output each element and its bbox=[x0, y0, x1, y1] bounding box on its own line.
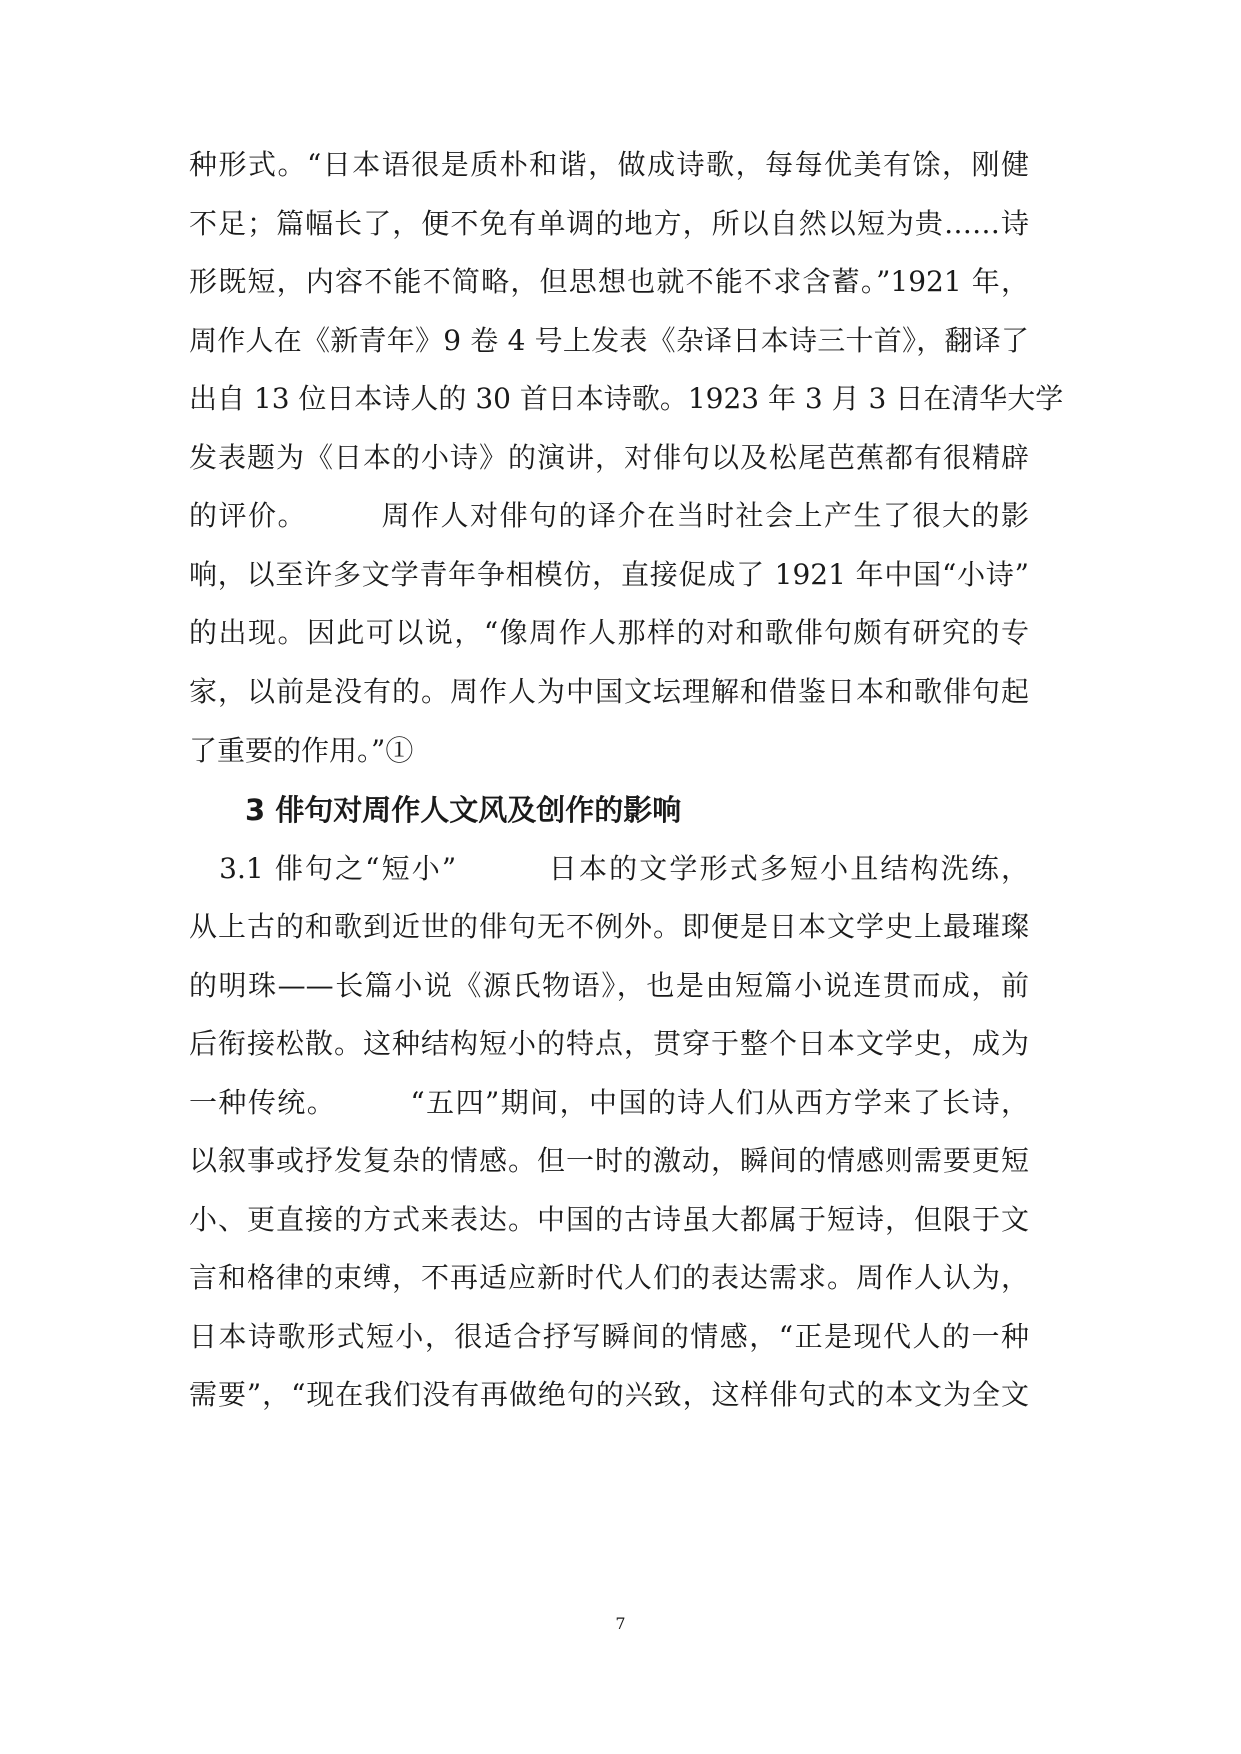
body-line: 种形式。“日本语很是质朴和谐，做成诗歌，每每优美有馀，刚健 bbox=[189, 148, 1029, 181]
body-line: 家，以前是没有的。周作人为中国文坛理解和借鉴日本和歌俳句起 bbox=[189, 675, 1029, 708]
body-line: 一种传统。 “五四”期间，中国的诗人们从西方学来了长诗， bbox=[189, 1086, 1029, 1119]
body-line: 需要”，“现在我们没有再做绝句的兴致，这样俳句式的本文为全文 bbox=[189, 1378, 1029, 1411]
body-line: 响，以至许多文学青年争相模仿，直接促成了 1921 年中国“小诗” bbox=[189, 558, 1029, 591]
body-line: 不足；篇幅长了，便不免有单调的地方，所以自然以短为贵……诗 bbox=[189, 207, 1029, 240]
page-number: 7 bbox=[615, 1614, 626, 1633]
body-line: 日本诗歌形式短小，很适合抒写瞬间的情感，“正是现代人的一种 bbox=[189, 1320, 1029, 1353]
body-line: 周作人在《新青年》9 卷 4 号上发表《杂译日本诗三十首》，翻译了 bbox=[189, 324, 1029, 357]
body-line: 后衔接松散。这种结构短小的特点，贯穿于整个日本文学史，成为 bbox=[189, 1027, 1029, 1060]
body-line: 3.1 俳句之“短小” 日本的文学形式多短小且结构洗练， bbox=[189, 852, 1029, 885]
body-line: 小、更直接的方式来表达。中国的古诗虽大都属于短诗，但限于文 bbox=[189, 1203, 1029, 1236]
body-line: 的评价。 周作人对俳句的译介在当时社会上产生了很大的影 bbox=[189, 499, 1029, 532]
body-line: 形既短，内容不能不简略，但思想也就不能不求含蓄。”1921 年， bbox=[189, 265, 1029, 298]
body-line: 言和格律的束缚，不再适应新时代人们的表达需求。周作人认为， bbox=[189, 1261, 1029, 1294]
body-line: 以叙事或抒发复杂的情感。但一时的激动，瞬间的情感则需要更短 bbox=[189, 1144, 1029, 1177]
body-line: 了重要的作用。”① bbox=[189, 734, 414, 767]
body-line: 出自 13 位日本诗人的 30 首日本诗歌。1923 年 3 月 3 日在清华大学 bbox=[189, 382, 1064, 415]
body-line: 的明珠——长篇小说《源氏物语》，也是由短篇小说连贯而成，前 bbox=[189, 969, 1029, 1002]
body-line: 从上古的和歌到近世的俳句无不例外。即便是日本文学史上最璀璨 bbox=[189, 910, 1029, 943]
body-line: 发表题为《日本的小诗》的演讲，对俳句以及松尾芭蕉都有很精辟 bbox=[189, 441, 1029, 474]
section-heading: 3 俳句对周作人文风及创作的影响 bbox=[245, 793, 682, 827]
body-line: 的出现。因此可以说，“像周作人那样的对和歌俳句颇有研究的专 bbox=[189, 616, 1029, 649]
